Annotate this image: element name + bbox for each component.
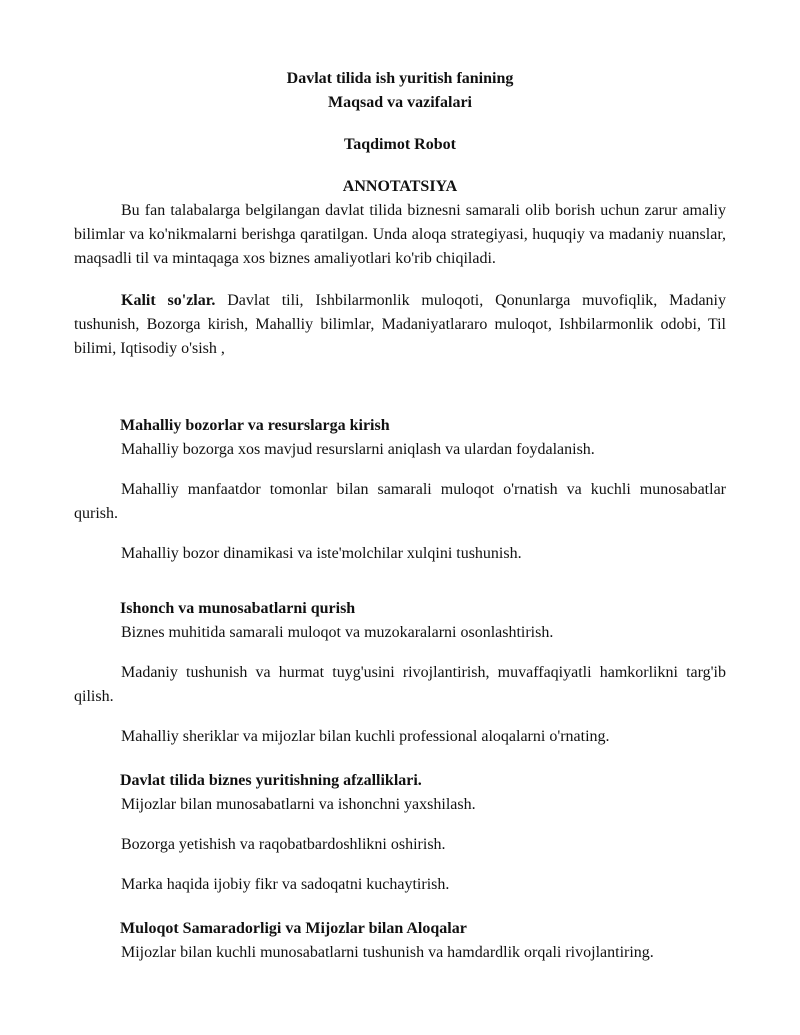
section-item: Marka haqida ijobiy fikr va sadoqatni kuchaytirish. bbox=[121, 876, 450, 893]
section-item: Mahalliy sheriklar va mijozlar bilan kuchli professional aloqalarni o'rnating. bbox=[121, 728, 610, 745]
annotation-paragraph: Bu fan talabalarga belgilangan davlat tilida biznesni samarali olib borish uchun zarur amaliy bilimlar va ko'nikmalarni berishga qaratilgan. Unda aloqa strategiyasi, huquqiy va madaniy nuanslar, maqsadli til va mintaqaga xos biznes amaliyotlari ko'rib chiqiladi. bbox=[74, 202, 726, 267]
section-heading: Mahalliy bozorlar va resurslarga kirish bbox=[120, 417, 390, 434]
section-communication bbox=[74, 917, 726, 965]
section-item: Biznes muhitida samarali muloqot va muzokaralarni osonlashtirish. bbox=[121, 624, 554, 641]
section-item: Mahalliy bozor dinamikasi va iste'molchilar xulqini tushunish. bbox=[121, 545, 522, 562]
keywords-paragraph bbox=[74, 289, 726, 361]
section-heading: Muloqot Samaradorligi va Mijozlar bilan Aloqalar bbox=[120, 920, 467, 937]
section-item: Madaniy tushunish va hurmat tuyg'usini rivojlantirish, muvaffaqiyatli hamkorlikni targ'ib qilish. bbox=[74, 664, 726, 705]
keywords-label: Kalit so'zlar. bbox=[121, 292, 216, 309]
keywords-text: Davlat tili, Ishbilarmonlik muloqoti, Qonunlarga muvofiqlik, Madaniy tushunish, Bozorga kirish, Mahalliy bilimlar, Madaniyatlararo muloqot, Ishbilarmonlik odobi, Til bilimi, Iqtisodiy o'sish , bbox=[74, 292, 726, 357]
document-title-line1: Davlat tilida ish yuritish fanining bbox=[286, 70, 514, 87]
section-heading: Ishonch va munosabatlarni qurish bbox=[120, 600, 356, 617]
section-local-markets bbox=[74, 414, 726, 566]
section-heading: Davlat tilida biznes yuritishning afzalliklari. bbox=[120, 772, 422, 789]
document-author: Taqdimot Robot bbox=[344, 136, 456, 153]
section-item: Mijozlar bilan kuchli munosabatlarni tushunish va hamdardlik orqali rivojlantiring. bbox=[121, 944, 654, 961]
document-page bbox=[74, 67, 726, 965]
section-item: Mijozlar bilan munosabatlarni va ishonchni yaxshilash. bbox=[121, 796, 476, 813]
annotation-heading: ANNOTATSIYA bbox=[342, 178, 458, 195]
document-title-line2: Maqsad va vazifalari bbox=[328, 94, 472, 111]
section-item: Mahalliy bozorga xos mavjud resurslarni aniqlash va ulardan foydalanish. bbox=[121, 441, 595, 458]
section-trust-relations bbox=[74, 597, 726, 749]
section-item: Mahalliy manfaatdor tomonlar bilan samarali muloqot o'rnatish va kuchli munosabatlar qurish. bbox=[74, 481, 726, 522]
section-advantages bbox=[74, 769, 726, 897]
section-item: Bozorga yetishish va raqobatbardoshlikni oshirish. bbox=[121, 836, 446, 853]
